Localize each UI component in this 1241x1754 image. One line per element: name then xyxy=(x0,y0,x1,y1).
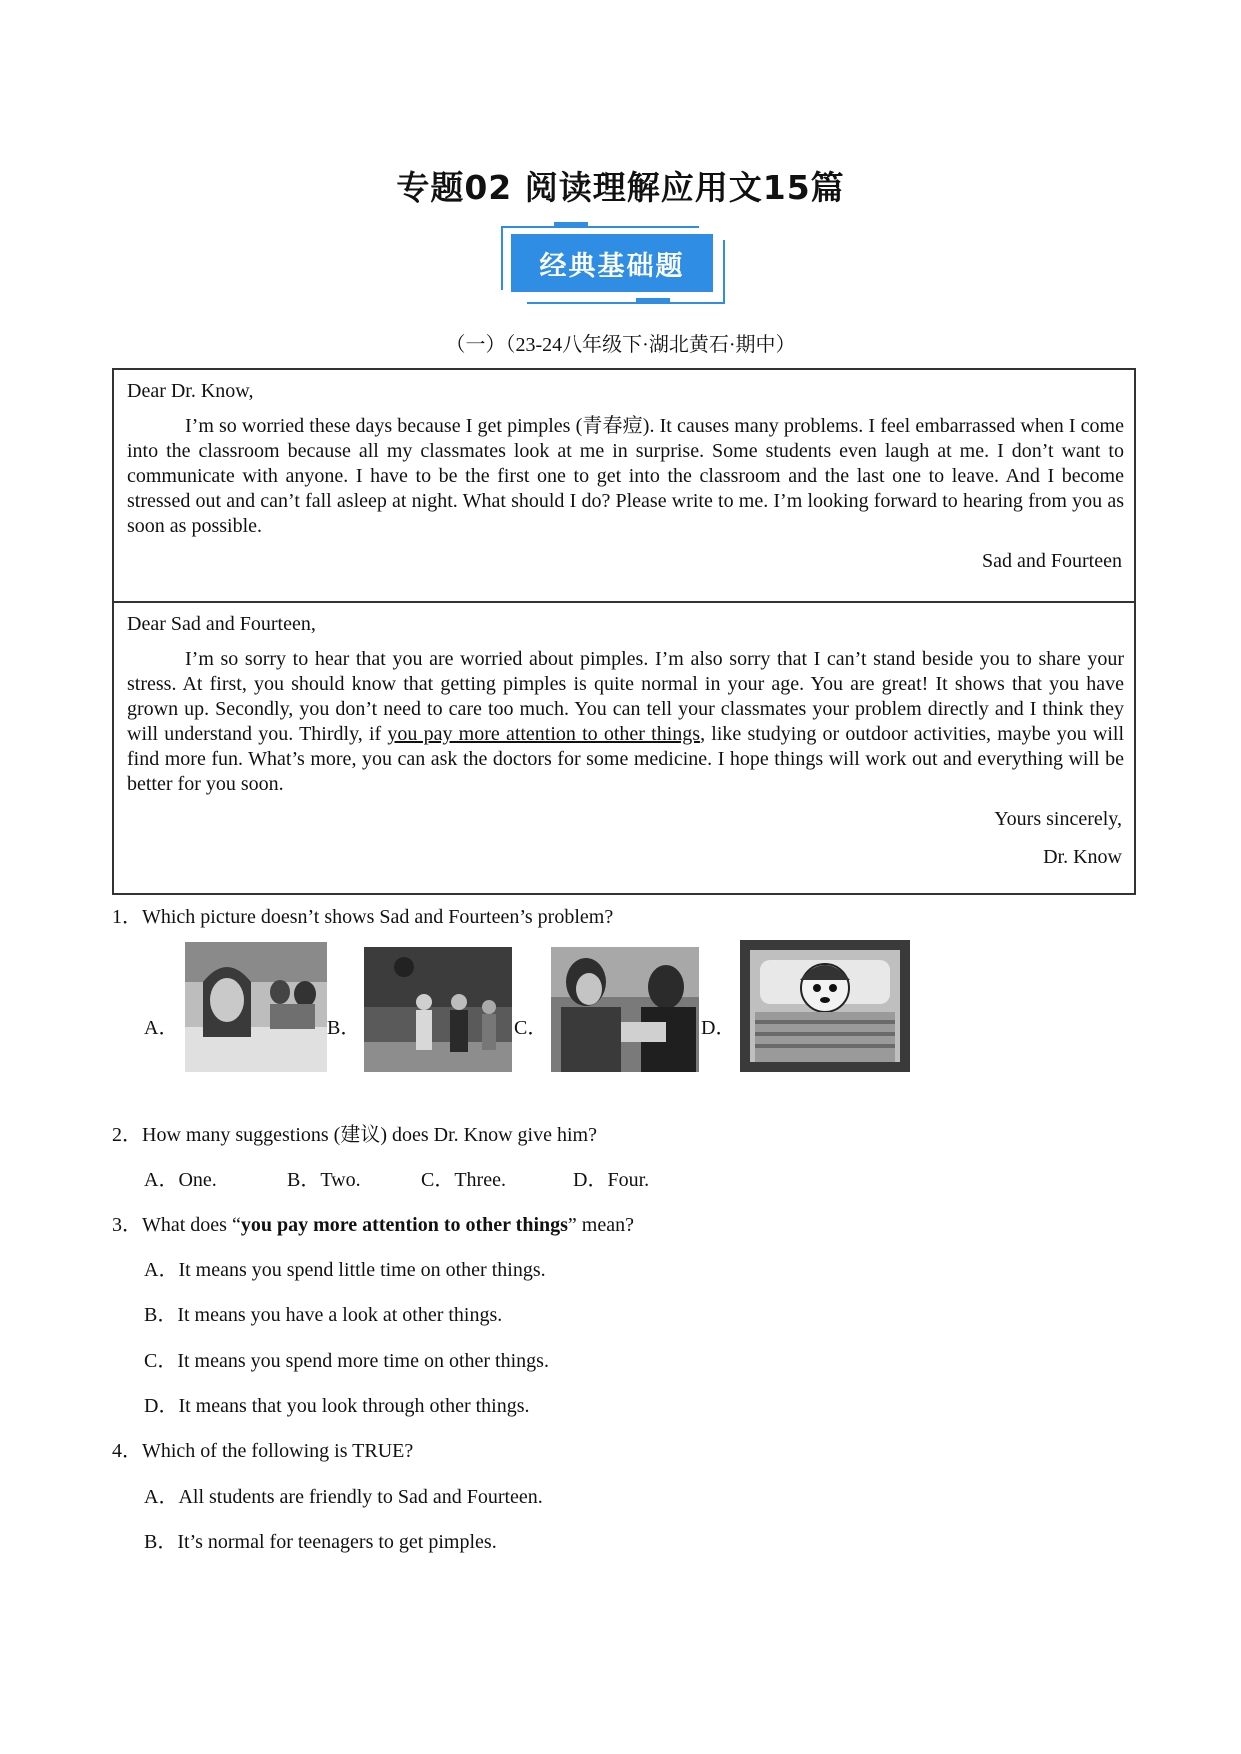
q3-option-d: D．It means that you look through other things. xyxy=(144,1395,530,1417)
q1-picture-c xyxy=(551,947,699,1072)
q1-picture-b xyxy=(364,947,512,1072)
letter1-body: I’m so worried these days because I get pimples (青春痘). It causes many problems. I feel embarrassed when I come into the classroom because all my classmates look at me in surprise. Some students even laugh at me. I don’t want to communicate with anyone. I have to be the first one to get into the classroom and the last one to leave. And I become stressed out and can’t fall asleep at night. What should I do? Please write to me. I’m looking forward to hearing from you as soon as possible. xyxy=(127,415,1124,537)
q3-option-a: A．It means you spend little time on other things. xyxy=(144,1259,546,1281)
q4-option-a: A．All students are friendly to Sad and Fourteen. xyxy=(144,1486,543,1508)
q1-option-d-label: D． xyxy=(701,1017,736,1039)
letter2-body-start: I’m so sorry to hear that you are worried about pimples. I’m also sorry that I can’t stand beside you to share your stress. At first, you should know that getting pimples is quite normal in your age. You are great! It shows that you have grown up. Secondly, you don’t need to care too much. You can tell your classmates your problem directly and I think they will understand you. Thirdly, if xyxy=(127,648,1124,745)
letter-box-1 xyxy=(112,368,1136,603)
q3-prefix: 3．What does “ xyxy=(112,1214,241,1236)
question-2: 2．How many suggestions (建议) does Dr. Know give him? xyxy=(112,1124,597,1146)
q4-option-b: B．It’s normal for teenagers to get pimples. xyxy=(144,1531,497,1553)
section-badge xyxy=(499,222,725,306)
q2-option-a: A．One. xyxy=(144,1169,217,1191)
badge-accent-bottom xyxy=(636,298,670,304)
letter1-signature: Sad and Fourteen xyxy=(982,550,1122,572)
letter1-salutation: Dear Dr. Know, xyxy=(127,380,254,402)
q3-suffix: ” mean? xyxy=(567,1214,634,1236)
q2-option-b: B．Two. xyxy=(287,1169,361,1191)
q1-option-b-label: B． xyxy=(327,1017,361,1039)
question-1: 1．Which picture doesn’t shows Sad and Fourteen’s problem? xyxy=(112,906,614,928)
letter2-signature: Dr. Know xyxy=(1043,846,1122,868)
letter2-closing: Yours sincerely, xyxy=(994,808,1122,830)
page-title: 专题02 阅读理解应用文15篇 xyxy=(396,168,845,207)
letter2-body xyxy=(127,647,1124,797)
badge-label: 经典基础题 xyxy=(511,234,713,292)
q1-option-c-label: C． xyxy=(514,1017,548,1039)
q3-option-b: B．It means you have a look at other things. xyxy=(144,1304,503,1326)
letter2-underlined-phrase: you pay more attention to other things xyxy=(387,723,701,745)
question-4: 4．Which of the following is TRUE? xyxy=(112,1440,414,1462)
q2-option-c: C．Three. xyxy=(421,1169,506,1191)
question-3 xyxy=(112,1208,634,1237)
q3-quoted-phrase: you pay more attention to other things xyxy=(240,1214,568,1236)
letter2-salutation: Dear Sad and Fourteen, xyxy=(127,613,316,635)
q1-option-a-label: A． xyxy=(144,1017,179,1039)
q1-picture-d xyxy=(740,940,910,1072)
q3-option-c: C．It means you spend more time on other things. xyxy=(144,1350,549,1372)
badge-accent-top xyxy=(554,222,588,228)
letter2-body-end: , like studying or outdoor activities, maybe you will find more fun. What’s more, you can ask the doctors for some medicine. I hope things will work out and everything will be better for you soon. xyxy=(127,723,1124,795)
q1-picture-a xyxy=(185,942,327,1072)
letter-box-2 xyxy=(112,601,1136,895)
q2-option-d: D．Four. xyxy=(573,1169,650,1191)
passage-source: （一）（23-24八年级下·湖北黄石·期中） xyxy=(445,334,796,356)
